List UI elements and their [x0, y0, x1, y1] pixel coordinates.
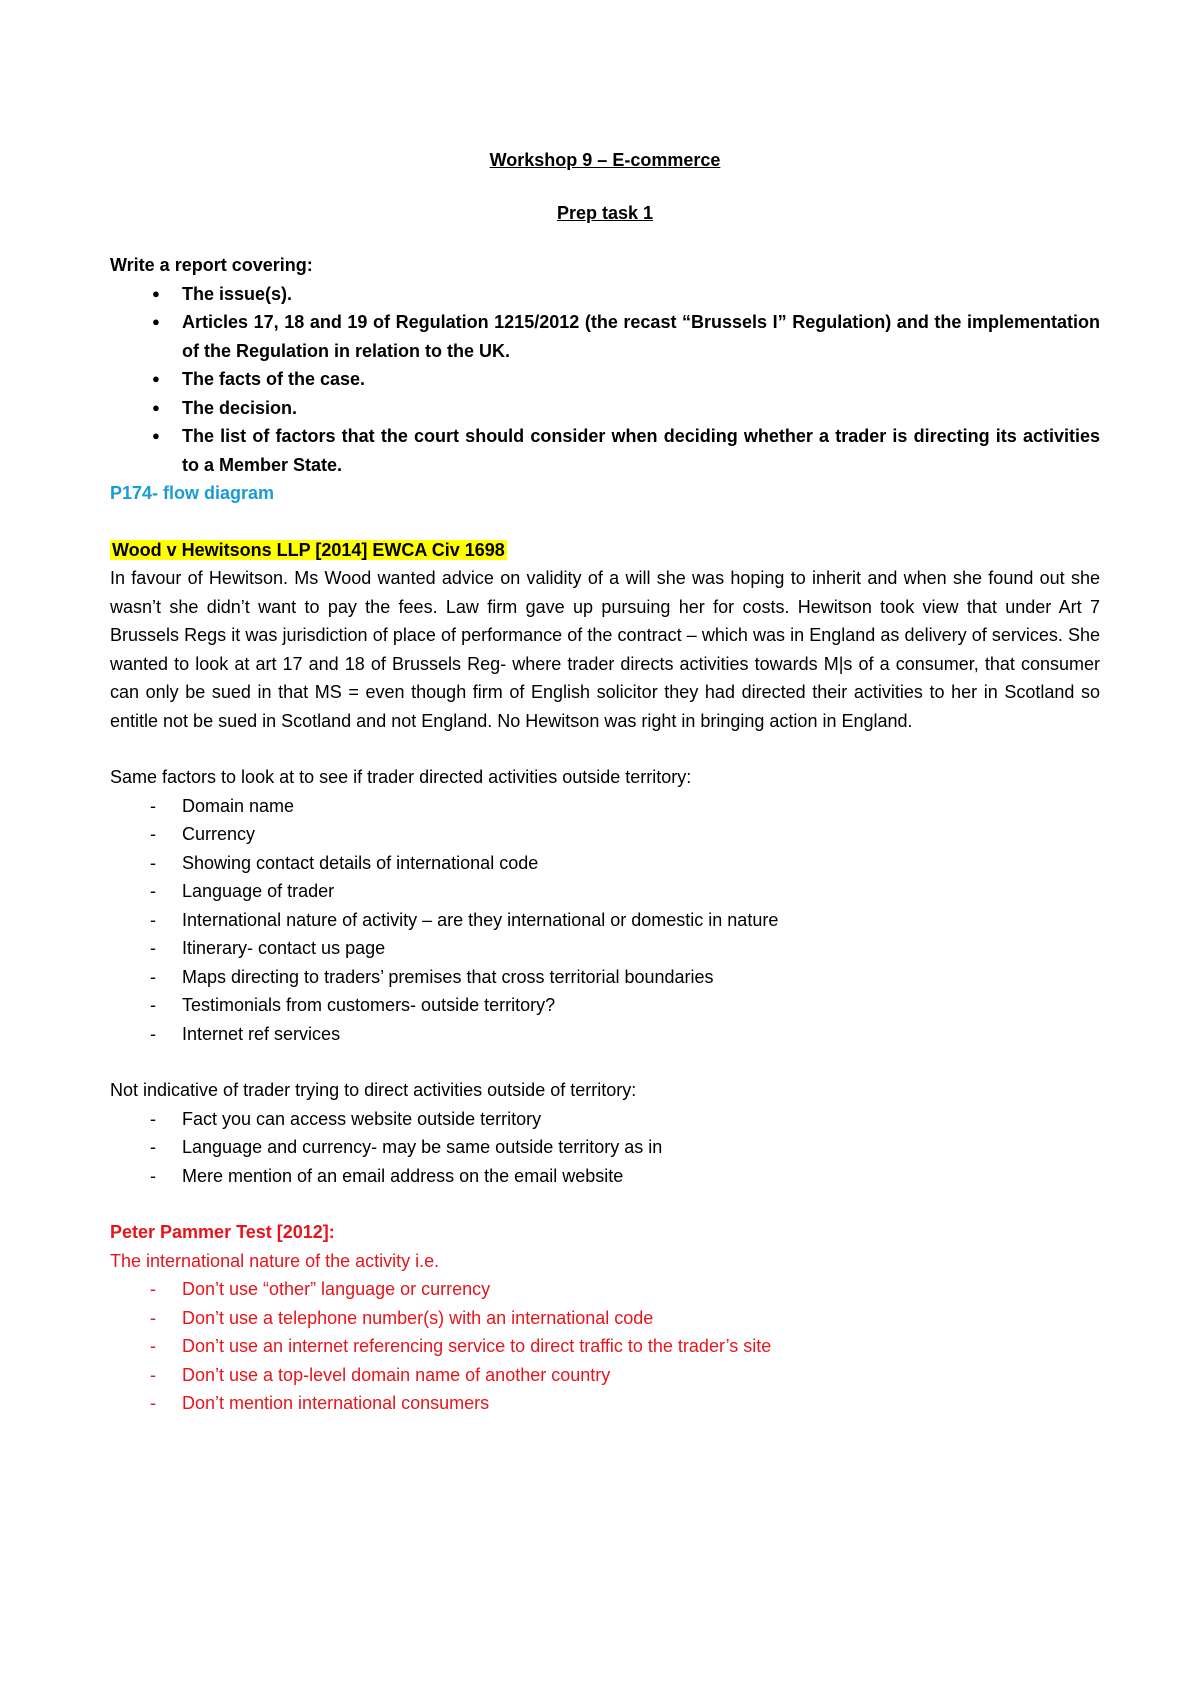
- not-indicative-intro: Not indicative of trader trying to direct activities outside of territory:: [110, 1080, 637, 1100]
- spacer: [110, 735, 1100, 763]
- not-indicative-item: - Fact you can access website outside territory: [182, 1105, 1100, 1134]
- factor-item: - Internet ref services: [182, 1020, 1100, 1049]
- report-bullet: ● The facts of the case.: [182, 365, 1100, 394]
- not-indicative-item: - Language and currency- may be same outside territory as in: [182, 1133, 1100, 1162]
- factor-item: - International nature of activity – are they international or domestic in nature: [182, 906, 1100, 935]
- factor-item: - Showing contact details of international code: [182, 849, 1100, 878]
- report-bullet: ● Articles 17, 18 and 19 of Regulation 1215/2012 (the recast “Brussels I” Regulation) and the implementation of the Regulation in relation to the UK.: [182, 308, 1100, 365]
- case-summary: In favour of Hewitson. Ms Wood wanted advice on validity of a will she was hoping to inherit and when she found out she wasn’t she didn’t want to pay the fees. Law firm gave up pursuing her for costs. Hewitson took view that under Art 7 Brussels Regs it was jurisdiction of place of performance of the contract – which was in England as delivery of services. She wanted to look at art 17 and 18 of Brussels Reg- where trader directs activities towards M|s of a consumer, that consumer can only be sued in that MS = even though firm of English solicitor they had directed their activities to her in Scotland so entitle not be sued in Scotland and not England. No Hewitson was right in bringing action in England.: [110, 568, 1100, 731]
- not-indicative-list: [110, 1105, 1100, 1191]
- report-bullet: ● The list of factors that the court should consider when deciding whether a trader is directing its activities to a Member State.: [182, 422, 1100, 479]
- factor-item: - Testimonials from customers- outside territory?: [182, 991, 1100, 1020]
- pammer-item: - Don’t mention international consumers: [182, 1389, 1100, 1418]
- pammer-list: [110, 1275, 1100, 1418]
- pammer-item: - Don’t use a top-level domain name of another country: [182, 1361, 1100, 1390]
- factors-intro: Same factors to look at to see if trader directed activities outside territory:: [110, 767, 692, 787]
- report-bullet-list: [110, 280, 1100, 480]
- case-heading: [110, 536, 1100, 565]
- factor-item: - Language of trader: [182, 877, 1100, 906]
- factor-item: - Maps directing to traders’ premises that cross territorial boundaries: [182, 963, 1100, 992]
- report-bullet: ● The decision.: [182, 394, 1100, 423]
- flow-diagram-note: P174- flow diagram: [110, 483, 275, 503]
- report-bullet: ● The issue(s).: [182, 280, 1100, 309]
- document-title: Workshop 9 – E-commerce: [489, 150, 721, 170]
- case-heading-highlight: Wood v Hewitsons LLP [2014] EWCA Civ 1698: [112, 539, 505, 560]
- factors-list: [110, 792, 1100, 1049]
- pammer-heading: Peter Pammer Test [2012]:: [110, 1222, 335, 1242]
- factor-item: - Currency: [182, 820, 1100, 849]
- document-subtitle: Prep task 1: [556, 202, 654, 223]
- spacer: [110, 1048, 1100, 1076]
- pammer-item: - Don’t use an internet referencing service to direct traffic to the trader’s site: [182, 1332, 1100, 1361]
- pammer-intro: The international nature of the activity i.e.: [110, 1250, 440, 1271]
- factor-item: - Domain name: [182, 792, 1100, 821]
- not-indicative-item: - Mere mention of an email address on the email website: [182, 1162, 1100, 1191]
- spacer: [110, 1190, 1100, 1218]
- report-intro: Write a report covering:: [110, 255, 313, 275]
- pammer-item: - Don’t use “other” language or currency: [182, 1275, 1100, 1304]
- pammer-item: - Don’t use a telephone number(s) with an international code: [182, 1304, 1100, 1333]
- factor-item: - Itinerary- contact us page: [182, 934, 1100, 963]
